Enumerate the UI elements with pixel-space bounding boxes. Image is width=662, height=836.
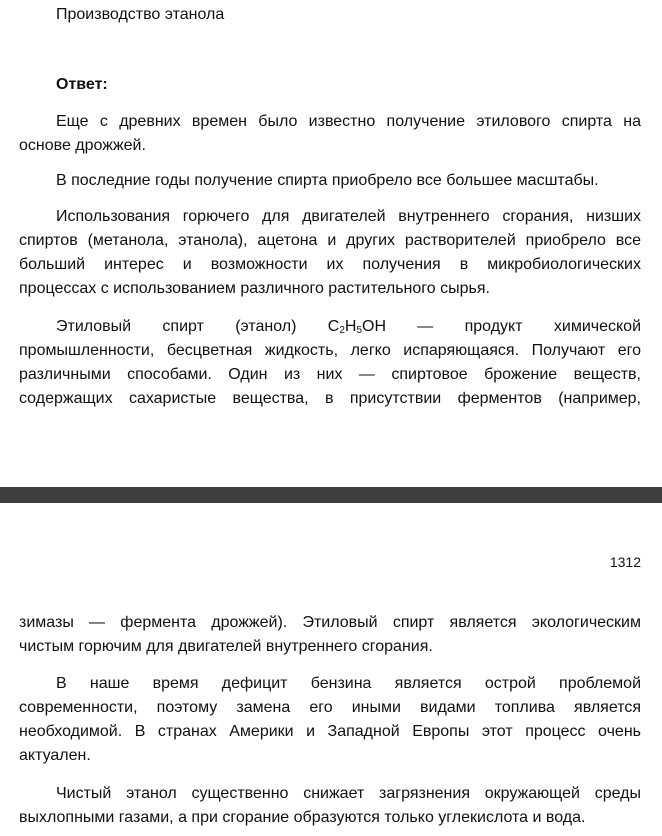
document-page-bottom (0, 503, 662, 836)
paragraph-line: промышленности, бесцветная жидкость, легко испаряющаяся. Получают его (19, 342, 641, 359)
formula-subscript: 5 (356, 325, 362, 336)
formula-subscript: 2 (339, 325, 345, 336)
paragraph-line: спиртов (метанола, этанола), ацетона и других растворителей приобрело все (19, 232, 641, 249)
paragraph-line: Еще с древних времен было известно получение этилового спирта на (56, 113, 641, 130)
paragraph-line: зимазы — фермента дрожжей). Этиловый спирт является экологическим (19, 614, 641, 631)
paragraph-ancient-times (19, 110, 641, 158)
paragraph-line: выхлопными газами, а при сгорание образуются только углекислота и вода. (19, 809, 586, 826)
paragraph-line: В последние годы получение спирта приобрело все большее масштабы. (56, 172, 599, 189)
page-separator (0, 487, 662, 503)
document-title: Производство этанола (56, 6, 225, 23)
paragraph-line: актуален. (19, 747, 91, 764)
page-number: 1312 (609, 554, 641, 570)
paragraph-zymase (19, 611, 641, 659)
paragraph-line: чистым горючим для двигателей внутреннего сгорания. (19, 638, 433, 655)
paragraph-ethanol-definition (19, 315, 641, 411)
answer-label: Ответ: (56, 76, 108, 93)
paragraph-line: процессах с использованием различного растительного сырья. (19, 280, 490, 297)
paragraph-gasoline-deficit (19, 672, 641, 768)
formula-text-part: H (344, 318, 357, 335)
formula-text-part: Этиловый спирт (этанол) C (56, 318, 340, 335)
paragraph-line: основе дрожжей. (19, 137, 146, 154)
paragraph-line: больший интерес и возможности их получения в микробиологических (19, 256, 641, 273)
paragraph-pure-ethanol (19, 782, 641, 830)
paragraph-line: различными способами. Один из них — спиртовое брожение веществ, (19, 366, 641, 383)
paragraph-line: Использования горючего для двигателей внутреннего сгорания, низших (56, 208, 641, 225)
paragraph-line: содержащих сахаристые вещества, в присутствии ферментов (например, (19, 390, 641, 407)
paragraph-recent-years (19, 169, 641, 193)
paragraph-line-formula (19, 315, 641, 339)
paragraph-line: необходимой. В странах Америки и Западной Европы этот процесс очень (19, 723, 641, 740)
formula-text-part: OH — продукт химической (362, 318, 642, 335)
paragraph-line: В наше время дефицит бензина является острой проблемой (56, 675, 641, 692)
paragraph-fuel-usage (19, 205, 641, 301)
paragraph-line: современности, поэтому замена его иными видами топлива является (19, 699, 641, 716)
paragraph-line: Чистый этанол существенно снижает загрязнения окружающей среды (56, 785, 641, 802)
